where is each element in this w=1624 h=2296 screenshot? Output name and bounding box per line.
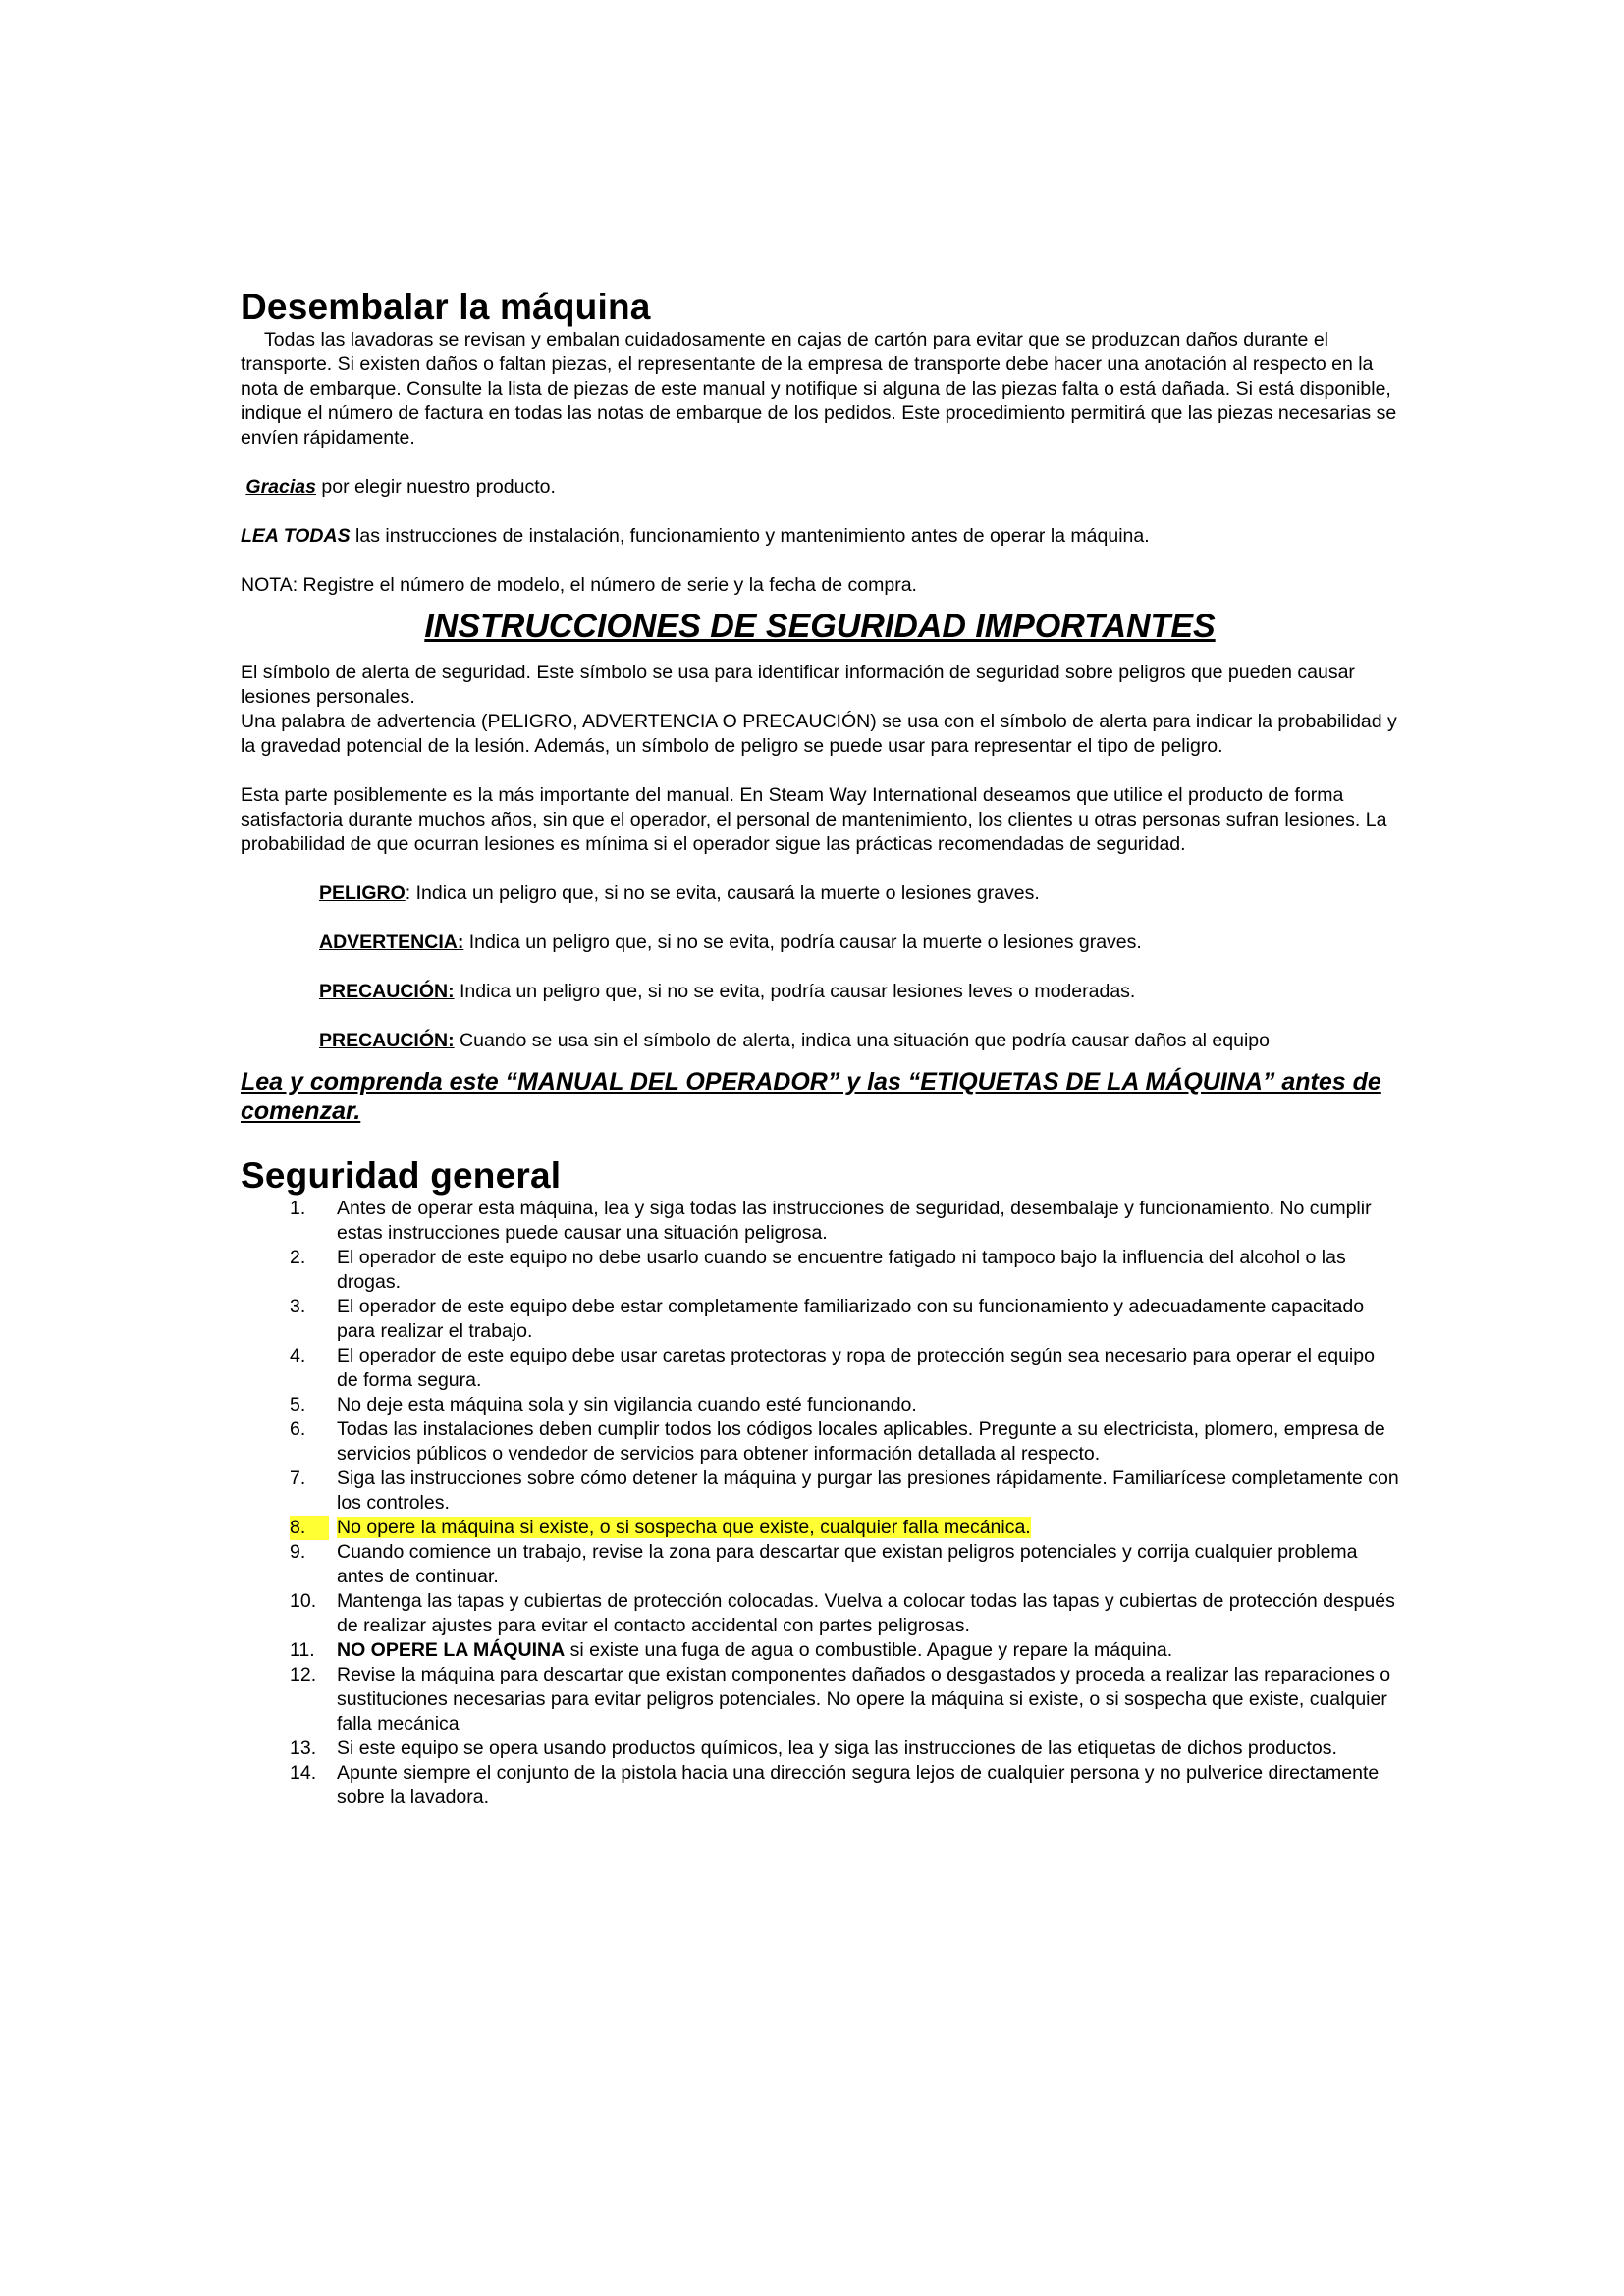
definition-term: ADVERTENCIA: xyxy=(319,932,464,953)
safety-paragraph-2: Una palabra de advertencia (PELIGRO, ADVERTENCIA O PRECAUCIÓN) se usa con el símbolo de alerta para indicar la probabilidad y la gravedad potencial de la lesión. Además, un símbolo de peligro se puede usar para representar el tipo de peligro. xyxy=(241,711,1397,757)
read-all-line xyxy=(241,524,1399,549)
definition-precaucion xyxy=(319,980,1399,1004)
list-item: 14. Apunte siempre el conjunto de la pistola hacia una dirección segura lejos de cualquier persona y no pulverice directamente sobre la lavadora. xyxy=(290,1762,1380,1808)
signal-word-definitions xyxy=(319,881,1399,1053)
list-item: 4. El operador de este equipo debe usar caretas protectoras y ropa de protección según sea necesario para operar el equipo de forma segura. xyxy=(290,1345,1375,1391)
read-manual-callout: Lea y comprenda este “MANUAL DEL OPERADOR” y las “ETIQUETAS DE LA MÁQUINA” antes de comenzar. xyxy=(241,1068,1381,1125)
general-safety-heading: Seguridad general xyxy=(241,1155,562,1196)
definition-text: Indica un peligro que, si no se evita, podría causar lesiones leves o moderadas. xyxy=(454,981,1136,1002)
list-item: 7. Siga las instrucciones sobre cómo detener la máquina y purgar las presiones rápidamente. Familiarícese completamente con los controles. xyxy=(290,1468,1399,1514)
safety-paragraph-1: El símbolo de alerta de seguridad. Este símbolo se usa para identificar información de seguridad sobre peligros que pueden causar lesiones personales. xyxy=(241,662,1355,708)
note-line: NOTA: Registre el número de modelo, el número de serie y la fecha de compra. xyxy=(241,574,917,596)
definition-text: Indica un peligro que, si no se evita, podría causar la muerte o lesiones graves. xyxy=(463,932,1142,953)
list-item: 9. Cuando comience un trabajo, revise la zona para descartar que existan peligros potenciales y corrija cualquier problema antes de continuar. xyxy=(290,1541,1358,1587)
thanks-rest: por elegir nuestro producto. xyxy=(315,476,556,498)
definition-text: Cuando se usa sin el símbolo de alerta, indica una situación que podría causar daños al equipo xyxy=(454,1030,1270,1051)
thanks-line xyxy=(241,475,1399,500)
list-item: 12. Revise la máquina para descartar que existan componentes dañados o desgastados y proceda a realizar las reparaciones o sustituciones necesarias para evitar peligros potenciales. No opere la máquina si existe, o si sospecha que existe, cualquier falla mecánica xyxy=(290,1664,1391,1735)
list-item: 5. No deje esta máquina sola y sin vigilancia cuando esté funcionando. xyxy=(290,1394,917,1415)
definition-precaucion-equipment xyxy=(319,1029,1399,1053)
list-item: 13. Si este equipo se opera usando productos químicos, lea y siga las instrucciones de las etiquetas de dichos productos. xyxy=(290,1737,1337,1759)
unpack-heading: Desembalar la máquina xyxy=(241,287,651,327)
definition-advertencia xyxy=(319,931,1399,955)
highlighted-number: 8. xyxy=(290,1516,329,1540)
definition-text: : Indica un peligro que, si no se evita, causará la muerte o lesiones graves. xyxy=(405,882,1040,904)
document-page xyxy=(241,287,1399,1810)
list-item: 10. Mantenga las tapas y cubiertas de protección colocadas. Vuelva a colocar todas las tapas y cubiertas de protección después de realizar ajustes para evitar el contacto accidental con partes peligrosas. xyxy=(290,1590,1395,1636)
thanks-lead: Gracias xyxy=(245,476,316,498)
list-item: 1. Antes de operar esta máquina, lea y siga todas las instrucciones de seguridad, desembalaje y funcionamiento. No cumplir estas instrucciones puede causar una situación peligrosa. xyxy=(290,1198,1372,1244)
list-item: 2. El operador de este equipo no debe usarlo cuando se encuentre fatigado ni tampoco bajo la influencia del alcohol o las drogas. xyxy=(290,1247,1346,1293)
safety-paragraph-3: Esta parte posiblemente es la más importante del manual. En Steam Way International deseamos que utilice el producto de forma satisfactoria durante muchos años, sin que el operador, el personal de mantenimiento, los clientes u otras personas sufran lesiones. La probabilidad de que ocurran lesiones es mínima si el operador sigue las prácticas recomendadas de seguridad. xyxy=(241,784,1387,855)
highlighted-text: No opere la máquina si existe, o si sospecha que existe, cualquier falla mecánica. xyxy=(337,1517,1031,1538)
bold-warning: NO OPERE LA MÁQUINA xyxy=(337,1639,566,1661)
unpack-paragraph: Todas las lavadoras se revisan y embalan cuidadosamente en cajas de cartón para evitar que se produzcan daños durante el transporte. Si existen daños o faltan piezas, el representante de la empresa de transporte debe hacer una anotación al respecto en la nota de embarque. Consulte la lista de piezas de este manual y notifique si alguna de las piezas falta o está dañada. Si está disponible, indique el número de factura en todas las notas de embarque de los pedidos. Este procedimiento permitirá que las piezas necesarias se envíen rápidamente. xyxy=(241,329,1397,449)
definition-peligro xyxy=(319,881,1399,906)
definition-term: PELIGRO xyxy=(319,882,406,904)
safety-title: INSTRUCCIONES DE SEGURIDAD IMPORTANTES xyxy=(424,608,1216,645)
list-item: 6. Todas las instalaciones deben cumplir todos los códigos locales aplicables. Pregunte a su electricista, plomero, empresa de servicios públicos o vendedor de servicios para obtener información detallada al respecto. xyxy=(290,1418,1385,1465)
list-item: 11. NO OPERE LA MÁQUINA si existe una fuga de agua o combustible. Apague y repare la máquina. xyxy=(290,1639,1173,1661)
general-safety-list xyxy=(241,1197,1399,1810)
read-all-lead: LEA TODAS xyxy=(241,525,351,547)
definition-term: PRECAUCIÓN: xyxy=(319,981,455,1002)
read-all-rest: las instrucciones de instalación, funcionamiento y mantenimiento antes de operar la máquina. xyxy=(350,525,1150,547)
list-item-highlighted xyxy=(241,1516,1399,1540)
list-item: 3. El operador de este equipo debe estar completamente familiarizado con su funcionamiento y adecuadamente capacitado para realizar el trabajo. xyxy=(290,1296,1365,1342)
definition-term: PRECAUCIÓN: xyxy=(319,1030,455,1051)
